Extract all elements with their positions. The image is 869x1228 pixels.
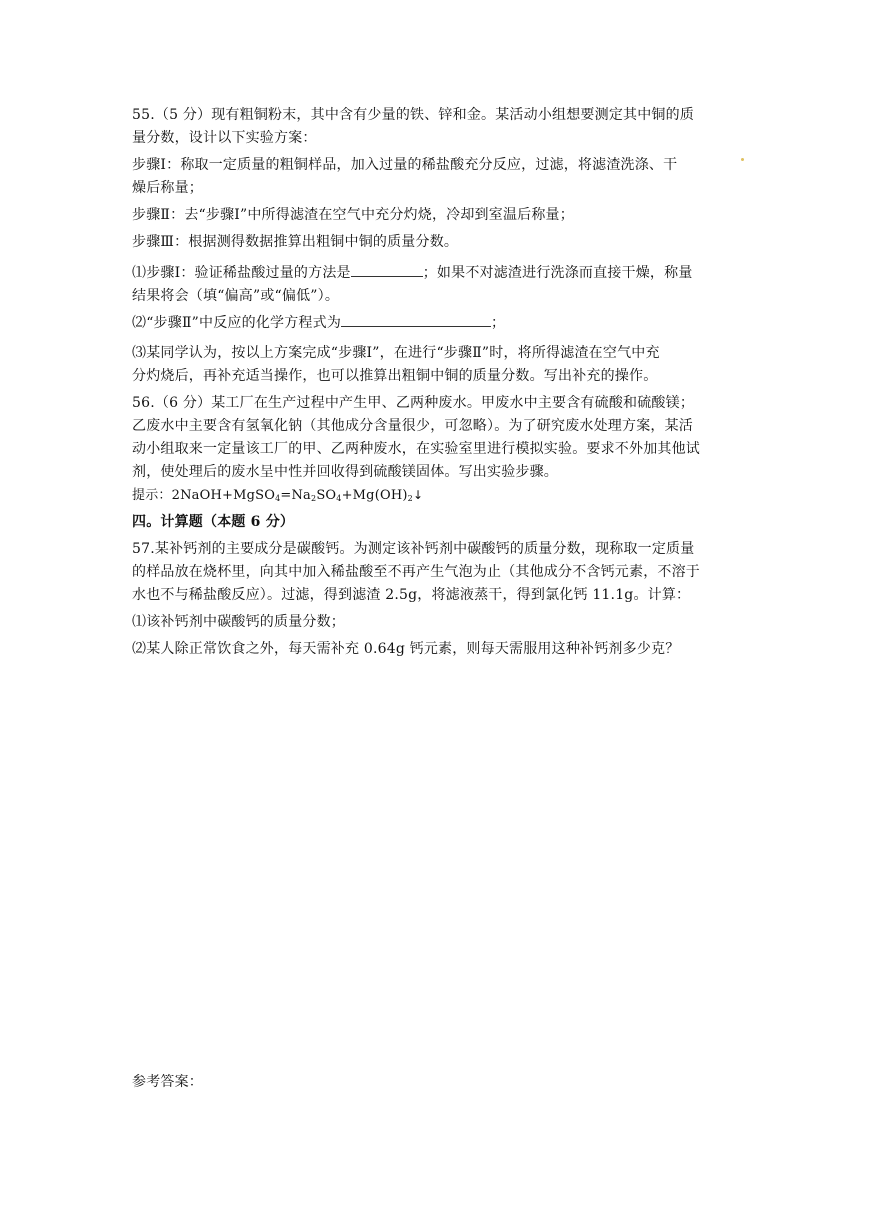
q55-line2: 量分数，设计以下实验方案：: [132, 130, 317, 146]
q55-sub2: [132, 312, 742, 335]
q55-step3: 步骤Ⅲ：根据测得数据推算出粗铜中铜的质量分数。: [132, 234, 459, 250]
q57-line3: 水也不与稀盐酸反应）。过滤，得到滤渣 2.5g，将滤液蒸干，得到氯化钙 11.1g。计算：: [132, 587, 691, 603]
q56-line2: 乙废水中主要含有氢氧化钠（其他成分含量很少，可忽略）。为了研究废水处理方案，某活: [132, 418, 693, 434]
q57-sub1: ⑴该补钙剂中碳酸钙的质量分数；: [132, 614, 345, 630]
q55-line1: 55.（5 分）现有粗铜粉末，其中含有少量的铁、锌和金。某活动小组想要测定其中铜的质: [132, 107, 695, 123]
q55-sub2-text-a: ⑵“步骤Ⅱ”中反应的化学方程式为: [132, 315, 342, 331]
q55-sub1-line1: [132, 262, 742, 285]
q57-line2: 的样品放在烧杯里，向其中加入稀盐酸至不再产生气泡为止（其他成分不含钙元素，不溶于: [132, 564, 700, 580]
q55-sub1-answer-blank[interactable]: [351, 262, 423, 277]
q56-line4: 剂，使处理后的废水呈中性并回收得到硫酸镁固体。写出实验步骤。: [132, 464, 558, 480]
q55-sub3-line2: 分灼烧后，再补充适当操作，也可以推算出粗铜中铜的质量分数。写出补充的操作。: [132, 368, 658, 384]
hint-equation-part3: SO: [316, 488, 337, 503]
precipitate-arrow-icon: ↓: [412, 488, 424, 502]
q57-line1: 57.某补钙剂的主要成分是碳酸钙。为测定该补钙剂中碳酸钙的质量分数，现称取一定质量: [132, 541, 695, 557]
hint-sub2: 2: [311, 494, 317, 503]
q56-line3: 动小组取来一定量该工厂的甲、乙两种废水，在实验室里进行模拟实验。要求不外加其他试: [132, 441, 700, 457]
q55-step2: 步骤Ⅱ：去“步骤Ⅰ”中所得滤渣在空气中充分灼烧，冷却到室温后称量；: [132, 207, 574, 223]
q55-sub1-text-b: ；如果不对滤渣进行洗涤而直接干燥，称量: [422, 265, 693, 281]
hint-sub3: 4: [336, 494, 342, 503]
q55-sub3-line1: ⑶某同学认为，按以上方案完成“步骤Ⅰ”，在进行“步骤Ⅱ”时，将所得滤渣在空气中充: [132, 345, 660, 361]
hint-sub1: 4: [275, 494, 281, 503]
q56-line1: 56.（6 分）某工厂在生产过程中产生甲、乙两种废水。甲废水中主要含有硫酸和硫酸镁；: [132, 395, 695, 411]
q56-hint: [132, 484, 742, 507]
hint-sub4: 2: [407, 494, 413, 503]
q56-hint-label: 提示：: [132, 488, 172, 503]
q55-sub1-line2: 结果将会（填“偏高”或“偏低”）。: [132, 288, 340, 304]
q55-sub2-answer-blank[interactable]: [341, 312, 491, 327]
q55-step1-line1: 步骤Ⅰ：称取一定质量的粗铜样品，加入过量的稀盐酸充分反应，过滤，将滤渣洗涤、干: [132, 157, 678, 173]
section4-heading: 四。计算题（本题 6 分）: [132, 514, 295, 530]
stray-mark: [741, 158, 744, 161]
answer-label: 参考答案：: [132, 1074, 203, 1090]
q57-sub2: ⑵某人除正常饮食之外，每天需补充 0.64g 钙元素，则每天需服用这种补钙剂多少克？: [132, 641, 680, 657]
hint-equation-part1: 2NaOH+MgSO: [171, 488, 276, 503]
q55-sub1-text-a: ⑴步骤Ⅰ：验证稀盐酸过量的方法是: [132, 265, 351, 281]
q55-step1-line2: 燥后称量；: [132, 180, 203, 196]
hint-equation-part2: =Na: [280, 488, 312, 503]
q55-sub2-text-b: ；: [491, 315, 506, 331]
hint-equation-part4: +Mg(OH): [341, 488, 408, 503]
